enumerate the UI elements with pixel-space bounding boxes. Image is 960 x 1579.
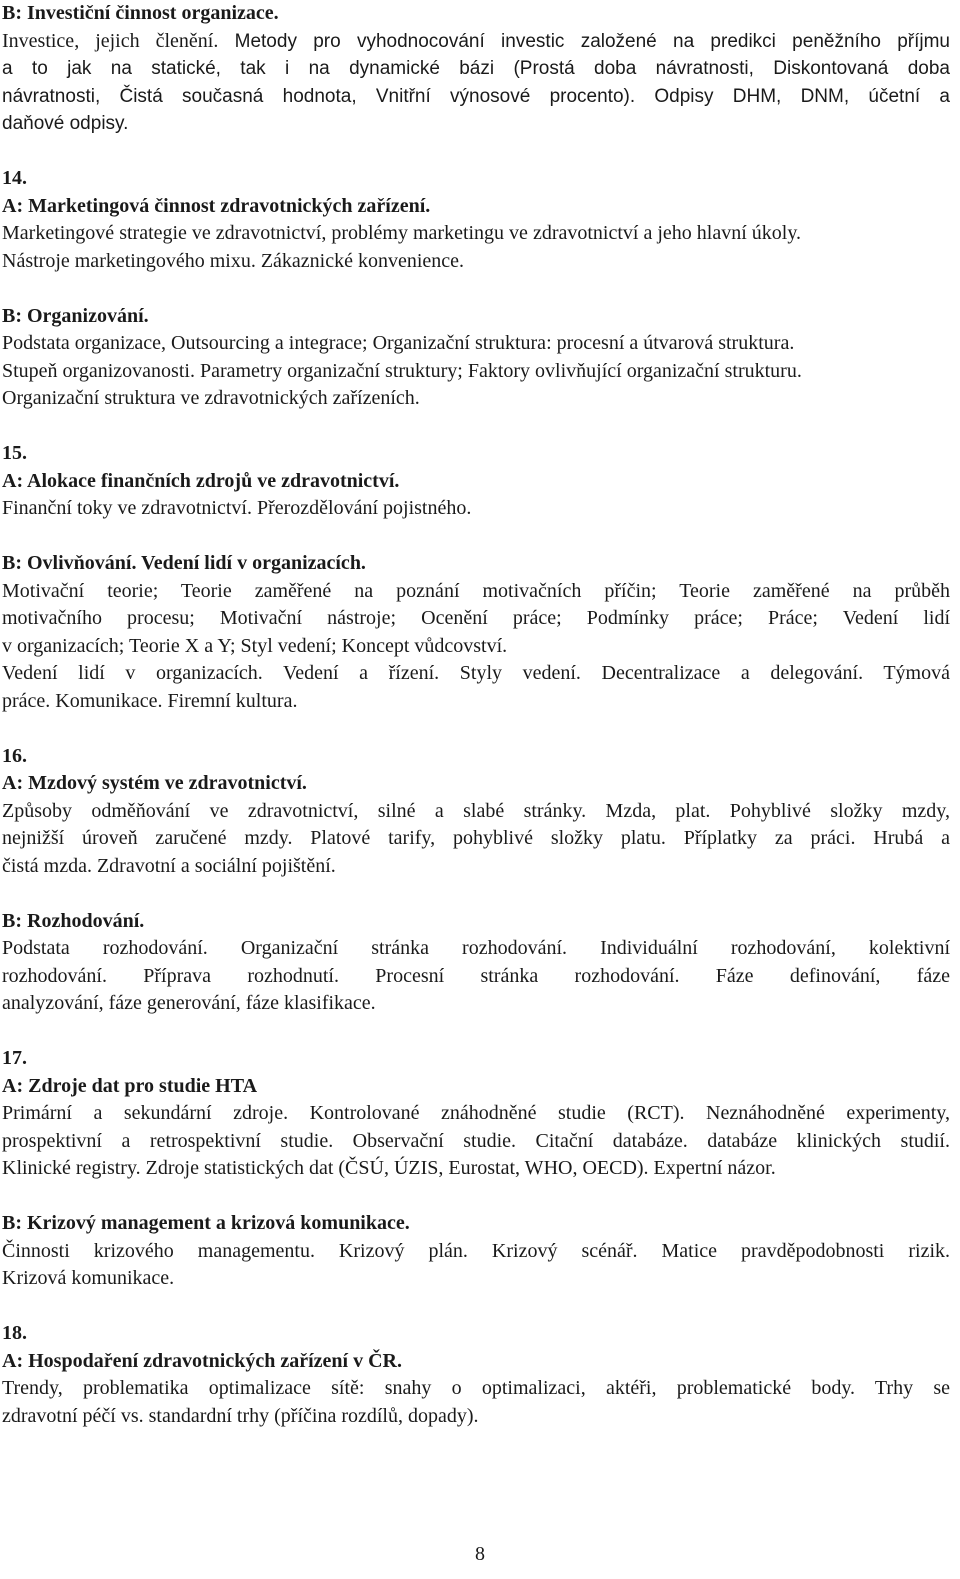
section-heading: B: Ovlivňování. Vedení lidí v organizacích. xyxy=(2,552,366,574)
section-heading: B: Organizování. xyxy=(2,304,149,327)
document-page xyxy=(2,0,950,1430)
body-line: Stupeň organizovanosti. Parametry organizační struktury; Faktory ovlivňující organizační strukturu. xyxy=(2,359,802,382)
section-heading: A: Marketingová činnost zdravotnických zařízení. xyxy=(2,194,431,217)
body-line: a to jak na statické, tak i na dynamické bázi (Prostá doba návratnosti, Diskontovaná doba xyxy=(2,58,950,79)
body-line: čistá mzda. Zdravotní a sociální pojištění. xyxy=(2,854,336,877)
body-text: Investice, jejich členění. xyxy=(2,29,219,52)
body-line: Organizační struktura ve zdravotnických zařízeních. xyxy=(2,387,420,409)
body-line: práce. Komunikace. Firemní kultura. xyxy=(2,689,298,712)
body-line: Motivační teorie; Teorie zaměřené na poznání motivačních příčin; Teorie zaměřené na průběh xyxy=(2,579,950,602)
section-heading: B: Rozhodování. xyxy=(2,909,145,932)
body-line: Podstata rozhodování. Organizační stránka rozhodování. Individuální rozhodování, kolektivní xyxy=(2,937,950,959)
body-line: Krizová komunikace. xyxy=(2,1267,175,1289)
body-line: Nástroje marketingového mixu. Zákaznické konvenience. xyxy=(2,249,465,272)
body-line: Podstata organizace, Outsourcing a integrace; Organizační struktura: procesní a útvarová struktura. xyxy=(2,332,795,354)
body-line: prospektivní a retrospektivní studie. Observační studie. Citační databáze. databáze klinických studií. xyxy=(2,1129,950,1152)
body-line xyxy=(2,28,950,56)
body-line: Způsoby odměňování ve zdravotnictví, silné a slabé stránky. Mzda, plat. Pohyblivé složky mzdy, xyxy=(2,799,950,822)
section-heading: A: Zdroje dat pro studie HTA xyxy=(2,1074,258,1097)
section-number: 16. xyxy=(2,744,27,767)
section-heading: B: Investiční činnost organizace. xyxy=(2,2,279,24)
body-line: Marketingové strategie ve zdravotnictví, problémy marketingu ve zdravotnictví a jeho hlavní úkoly. xyxy=(2,222,802,244)
body-line: daňové odpisy. xyxy=(2,113,129,134)
body-line: Trendy, problematika optimalizace sítě: snahy o optimalizaci, aktéři, problematické body. Trhy se xyxy=(2,1377,950,1399)
body-text: Metody pro vyhodnocování investic založené na predikci peněžního příjmu xyxy=(218,30,950,52)
section-heading: A: Mzdový systém ve zdravotnictví. xyxy=(2,772,307,794)
body-line: rozhodování. Příprava rozhodnutí. Procesní stránka rozhodování. Fáze definování, fáze xyxy=(2,964,950,987)
body-line: Činnosti krizového managementu. Krizový plán. Krizový scénář. Matice pravděpodobnosti rizik. xyxy=(2,1239,950,1262)
body-line: Vedení lidí v organizacích. Vedení a řízení. Styly vedení. Decentralizace a delegování. Týmová xyxy=(2,662,950,684)
body-line: Finanční toky ve zdravotnictví. Přerozdělování pojistného. xyxy=(2,497,472,519)
section-heading: A: Hospodaření zdravotnických zařízení v ČR. xyxy=(2,1349,402,1372)
body-line: Primární a sekundární zdroje. Kontrolované znáhodněné studie (RCT). Neznáhodněné experimenty, xyxy=(2,1102,950,1124)
section-heading: A: Alokace finančních zdrojů ve zdravotnictví. xyxy=(2,469,400,492)
body-line: nejnižší úroveň zaručené mzdy. Platové tarify, pohyblivé složky platu. Příplatky za práci. Hrubá a xyxy=(2,827,950,849)
body-line: návratnosti, Čistá současná hodnota, Vnitřní výnosové procento). Odpisy DHM, DNM, účetní a xyxy=(2,85,950,107)
body-line: v organizacích; Teorie X a Y; Styl vedení; Koncept vůdcovství. xyxy=(2,634,508,657)
section-number: 18. xyxy=(2,1322,27,1344)
body-line: zdravotní péčí vs. standardní trhy (příčina rozdílů, dopady). xyxy=(2,1404,479,1427)
section-number: 15. xyxy=(2,442,27,464)
page-number: 8 xyxy=(475,1543,485,1565)
body-line: motivačního procesu; Motivační nástroje; Ocenění práce; Podmínky práce; Práce; Vedení lidí xyxy=(2,607,950,629)
section-number: 14. xyxy=(2,167,27,189)
section-number: 17. xyxy=(2,1047,27,1069)
section-heading: B: Krizový management a krizová komunikace. xyxy=(2,1212,410,1234)
body-line: Klinické registry. Zdroje statistických dat (ČSÚ, ÚZIS, Eurostat, WHO, OECD). Expertní názor. xyxy=(2,1157,776,1179)
body-line: analyzování, fáze generování, fáze klasifikace. xyxy=(2,992,376,1014)
